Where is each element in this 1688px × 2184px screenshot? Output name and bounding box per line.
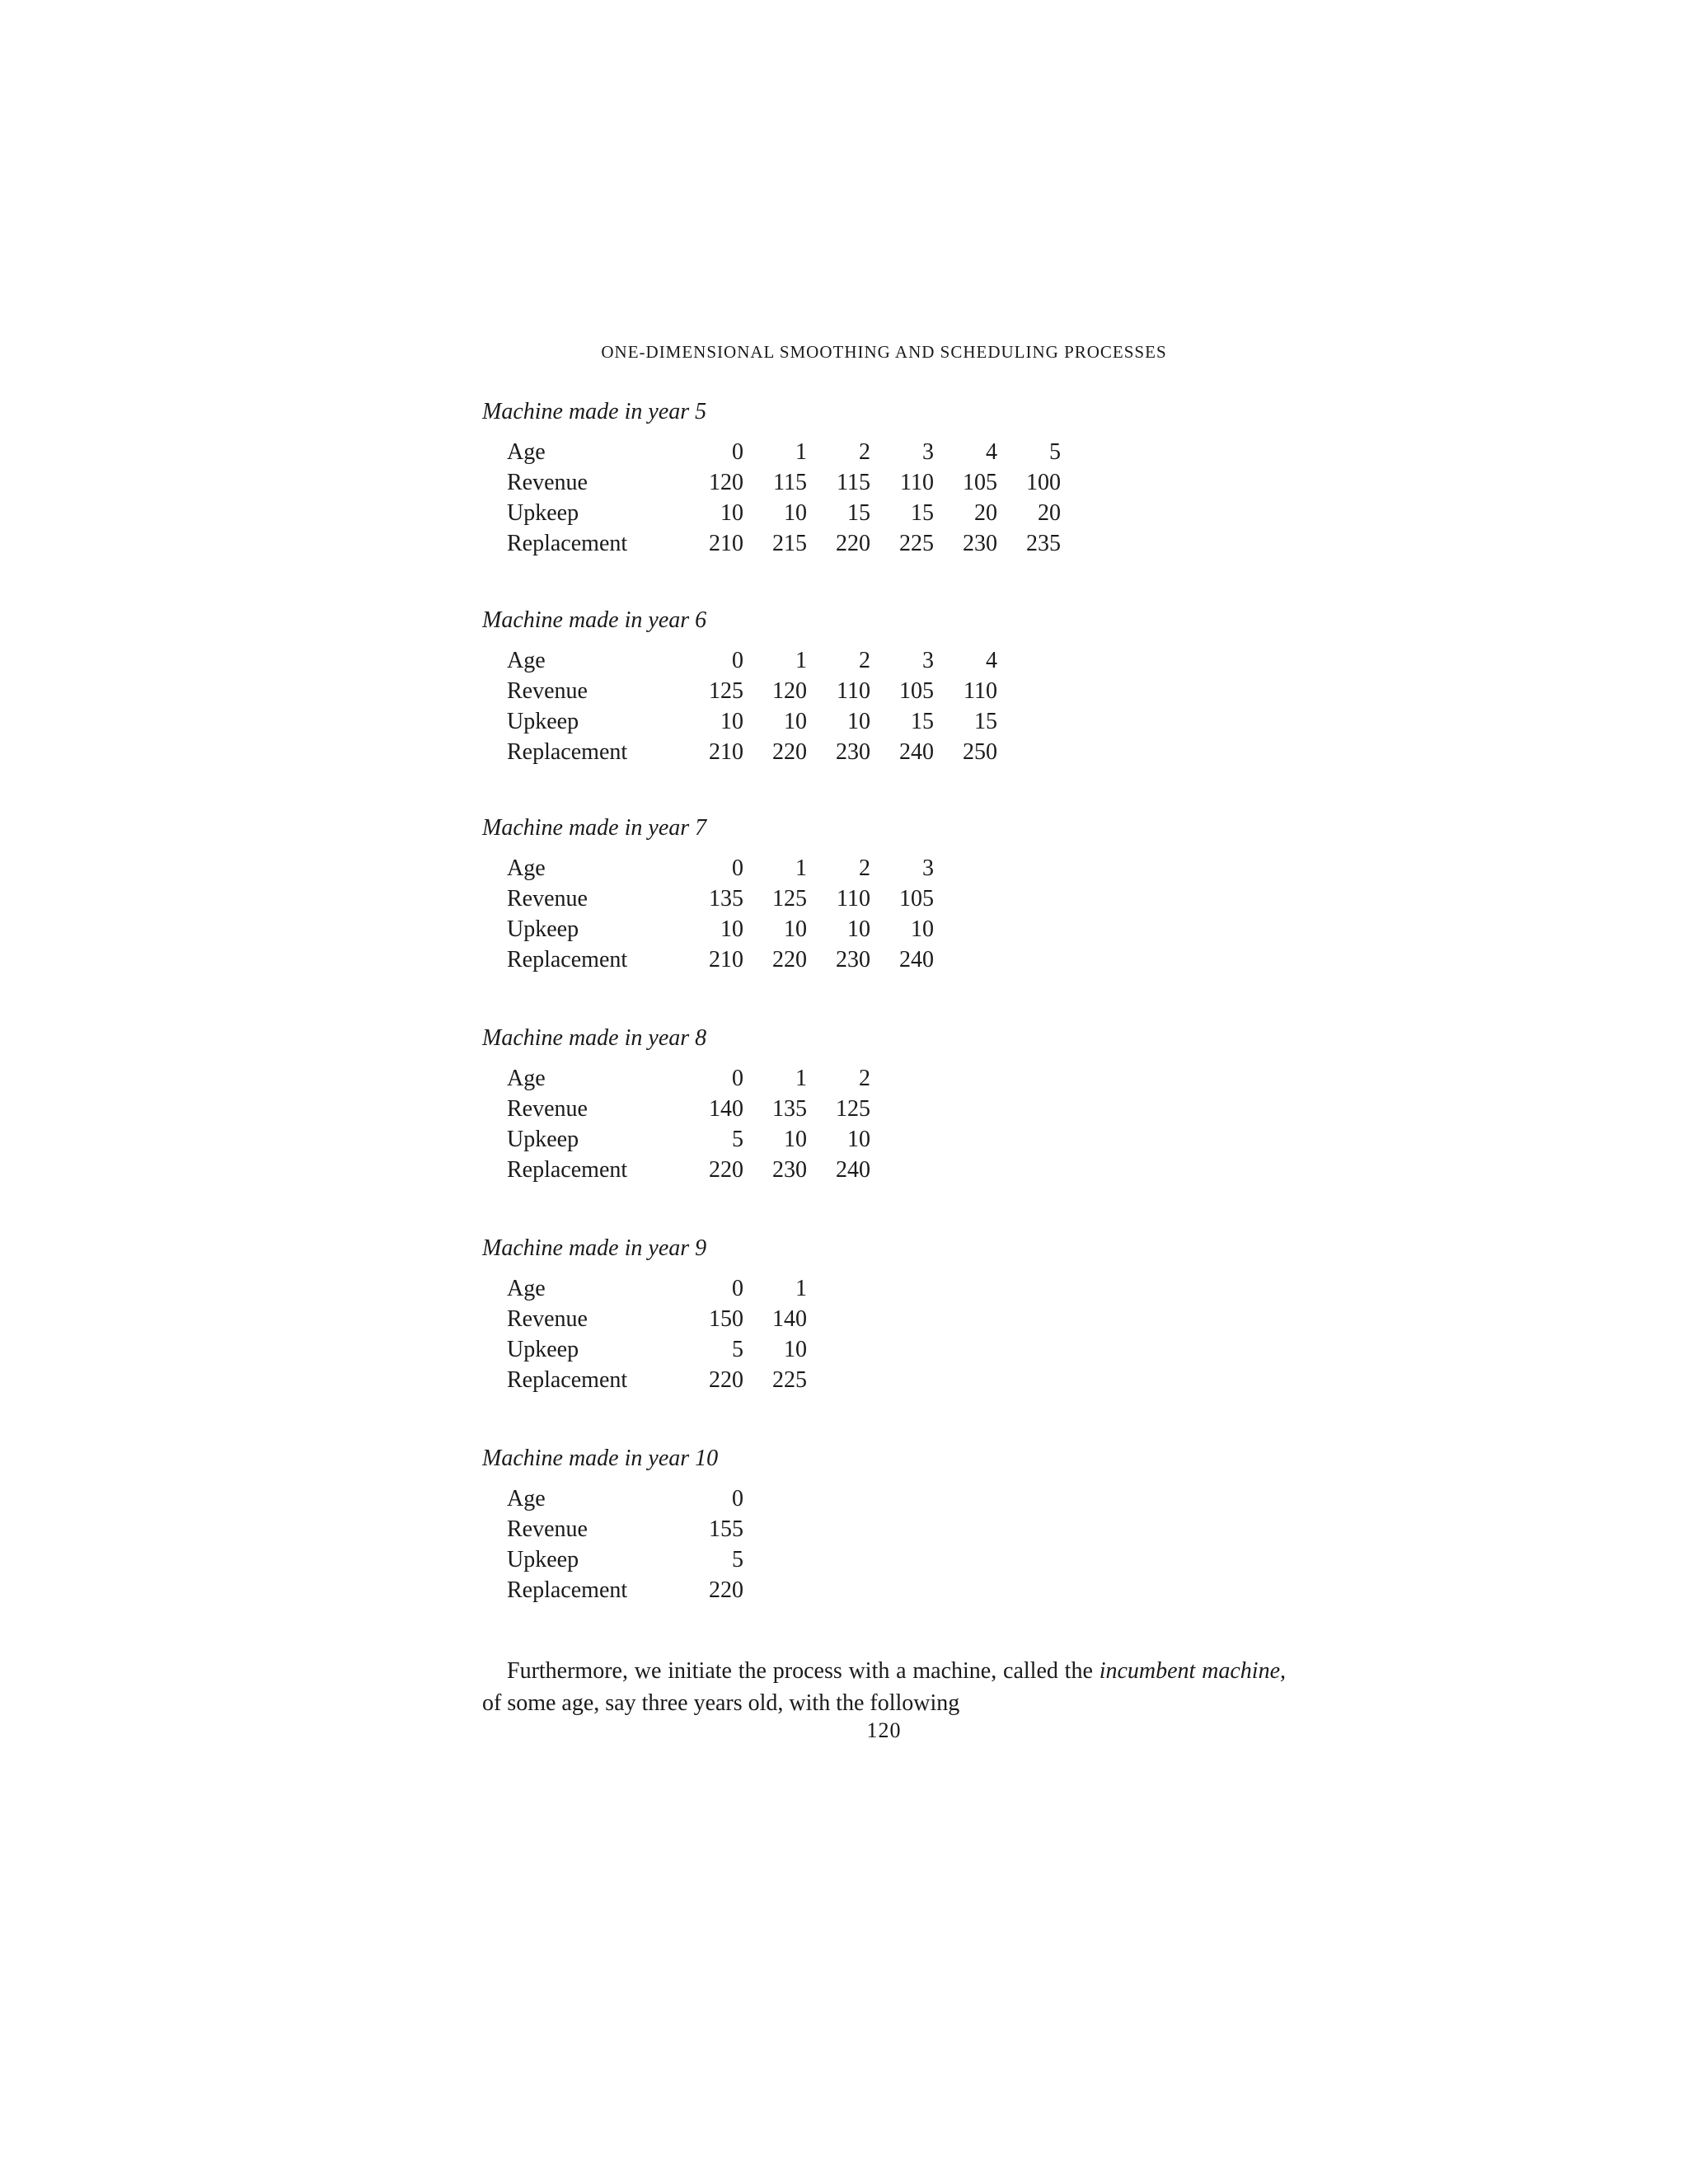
table-cell: 230 (836, 947, 870, 972)
row-label: Age (507, 855, 546, 881)
section-title: Machine made in year 8 (482, 1025, 707, 1051)
table-cell: 110 (837, 678, 870, 704)
table-cell: 210 (709, 947, 743, 972)
table-cell: 115 (773, 470, 807, 495)
row-label: Replacement (507, 1367, 628, 1393)
section-title: Machine made in year 10 (482, 1446, 719, 1471)
table-cell: 10 (784, 916, 807, 942)
machine-section (482, 396, 1224, 559)
table-cell: 230 (963, 531, 997, 556)
machine-section (482, 1442, 1224, 1605)
table-cell: 2 (859, 1066, 870, 1091)
table-cell: 10 (847, 916, 870, 942)
row-label: Revenue (507, 886, 588, 912)
table-cell: 215 (772, 531, 807, 556)
table-row-revenue (507, 1094, 870, 1124)
table-cell: 2 (859, 855, 870, 881)
table-cell: 4 (986, 439, 997, 465)
table-cell: 125 (836, 1096, 870, 1122)
table-row-replacement (507, 944, 934, 975)
table-row-upkeep (507, 498, 1061, 528)
table-cell: 120 (709, 470, 743, 495)
table-cell: 230 (772, 1157, 807, 1183)
row-label: Age (507, 1276, 546, 1301)
row-label: Upkeep (507, 709, 579, 734)
row-label: Age (507, 1486, 546, 1511)
table-cell: 3 (922, 439, 934, 465)
body-paragraph (482, 1655, 1286, 1719)
section-title: Machine made in year 6 (482, 607, 707, 633)
table-cell: 1 (795, 439, 807, 465)
section-title: Machine made in year 9 (482, 1235, 707, 1261)
table-row-revenue (507, 1304, 807, 1334)
table-cell: 155 (709, 1516, 743, 1542)
machine-section (482, 1022, 1224, 1185)
table-cell: 135 (772, 1096, 807, 1122)
table-cell: 2 (859, 648, 870, 673)
table-cell: 125 (772, 886, 807, 912)
row-label: Revenue (507, 470, 588, 495)
table-cell: 3 (922, 648, 934, 673)
table-cell: 110 (900, 470, 934, 495)
table-cell: 220 (709, 1157, 743, 1183)
table-cell: 10 (784, 1127, 807, 1152)
row-label: Age (507, 648, 546, 673)
table-cell: 5 (732, 1337, 743, 1362)
table-cell: 1 (795, 1276, 807, 1301)
table-cell: 10 (911, 916, 934, 942)
table-cell: 0 (732, 1486, 743, 1511)
row-label: Upkeep (507, 1547, 579, 1572)
table-row-age (507, 437, 1061, 467)
table-cell: 240 (899, 739, 934, 765)
table-row-upkeep (507, 1124, 870, 1155)
paragraph-text-1: Furthermore, we initiate the process with a machine, called the (507, 1658, 1100, 1684)
table-cell: 1 (795, 855, 807, 881)
table-cell: 15 (974, 709, 997, 734)
table-cell: 250 (963, 739, 997, 765)
table-cell: 5 (1049, 439, 1061, 465)
table-cell: 220 (772, 739, 807, 765)
machine-table (507, 1483, 743, 1605)
machine-table (507, 1273, 807, 1395)
row-label: Upkeep (507, 916, 579, 942)
table-row-upkeep (507, 1544, 743, 1575)
table-row-upkeep (507, 1334, 807, 1365)
table-cell: 115 (837, 470, 870, 495)
machine-table (507, 853, 934, 975)
row-label: Replacement (507, 1157, 628, 1183)
row-label: Upkeep (507, 1127, 579, 1152)
table-cell: 15 (911, 500, 934, 526)
table-row-replacement (507, 528, 1061, 559)
table-cell: 20 (1038, 500, 1061, 526)
row-label: Upkeep (507, 500, 579, 526)
table-cell: 10 (784, 709, 807, 734)
machine-table (507, 437, 1061, 559)
row-label: Replacement (507, 1577, 628, 1603)
table-row-replacement (507, 1365, 807, 1395)
table-row-replacement (507, 1155, 870, 1185)
row-label: Upkeep (507, 1337, 579, 1362)
table-cell: 10 (847, 709, 870, 734)
table-cell: 10 (720, 709, 743, 734)
table-row-age (507, 645, 997, 676)
section-title: Machine made in year 5 (482, 399, 707, 424)
table-cell: 140 (772, 1306, 807, 1332)
table-cell: 10 (784, 1337, 807, 1362)
table-cell: 10 (720, 916, 743, 942)
row-label: Replacement (507, 947, 628, 972)
table-cell: 220 (709, 1577, 743, 1603)
row-label: Revenue (507, 678, 588, 704)
table-cell: 105 (963, 470, 997, 495)
table-row-revenue (507, 467, 1061, 498)
table-cell: 15 (847, 500, 870, 526)
row-label: Replacement (507, 531, 628, 556)
table-cell: 1 (795, 648, 807, 673)
table-cell: 220 (709, 1367, 743, 1393)
running-head: ONE-DIMENSIONAL SMOOTHING AND SCHEDULING PROCESSES (601, 342, 1167, 362)
table-row-upkeep (507, 914, 934, 944)
table-cell: 105 (899, 886, 934, 912)
row-label: Age (507, 1066, 546, 1091)
row-label: Revenue (507, 1096, 588, 1122)
table-cell: 220 (836, 531, 870, 556)
table-cell: 135 (709, 886, 743, 912)
section-title: Machine made in year 7 (482, 815, 707, 841)
machine-section (482, 812, 1224, 975)
table-cell: 240 (899, 947, 934, 972)
row-label: Age (507, 439, 546, 465)
table-cell: 240 (836, 1157, 870, 1183)
table-row-age (507, 1063, 870, 1094)
table-cell: 150 (709, 1306, 743, 1332)
table-row-age (507, 853, 934, 883)
table-cell: 225 (772, 1367, 807, 1393)
table-cell: 220 (772, 947, 807, 972)
table-cell: 110 (837, 886, 870, 912)
table-cell: 20 (974, 500, 997, 526)
paragraph-italic-term: incumbent machine, (1099, 1658, 1286, 1684)
row-label: Revenue (507, 1306, 588, 1332)
table-row-age (507, 1483, 743, 1514)
table-cell: 210 (709, 739, 743, 765)
table-row-replacement (507, 1575, 743, 1605)
table-cell: 0 (732, 1066, 743, 1091)
table-cell: 100 (1026, 470, 1061, 495)
table-row-revenue (507, 1514, 743, 1544)
table-cell: 10 (784, 500, 807, 526)
table-row-upkeep (507, 706, 997, 737)
table-cell: 210 (709, 531, 743, 556)
table-cell: 10 (847, 1127, 870, 1152)
table-cell: 15 (911, 709, 934, 734)
table-cell: 230 (836, 739, 870, 765)
table-cell: 125 (709, 678, 743, 704)
table-cell: 1 (795, 1066, 807, 1091)
table-row-revenue (507, 883, 934, 914)
table-cell: 5 (732, 1127, 743, 1152)
table-cell: 0 (732, 648, 743, 673)
machine-section (482, 604, 1224, 767)
table-cell: 4 (986, 648, 997, 673)
paragraph-text-2: of some age, say three years old, with the following (482, 1690, 960, 1716)
row-label: Replacement (507, 739, 628, 765)
table-row-replacement (507, 737, 997, 767)
table-row-age (507, 1273, 807, 1304)
machine-table (507, 645, 997, 767)
table-row-revenue (507, 676, 997, 706)
table-cell: 2 (859, 439, 870, 465)
table-cell: 120 (772, 678, 807, 704)
page-number: 120 (866, 1718, 902, 1742)
machine-section (482, 1232, 1224, 1395)
table-cell: 235 (1026, 531, 1061, 556)
table-cell: 105 (899, 678, 934, 704)
machine-table (507, 1063, 870, 1185)
table-cell: 0 (732, 1276, 743, 1301)
table-cell: 3 (922, 855, 934, 881)
table-cell: 0 (732, 855, 743, 881)
table-cell: 5 (732, 1547, 743, 1572)
table-cell: 0 (732, 439, 743, 465)
table-cell: 110 (964, 678, 997, 704)
table-cell: 140 (709, 1096, 743, 1122)
row-label: Revenue (507, 1516, 588, 1542)
table-cell: 10 (720, 500, 743, 526)
table-cell: 225 (899, 531, 934, 556)
